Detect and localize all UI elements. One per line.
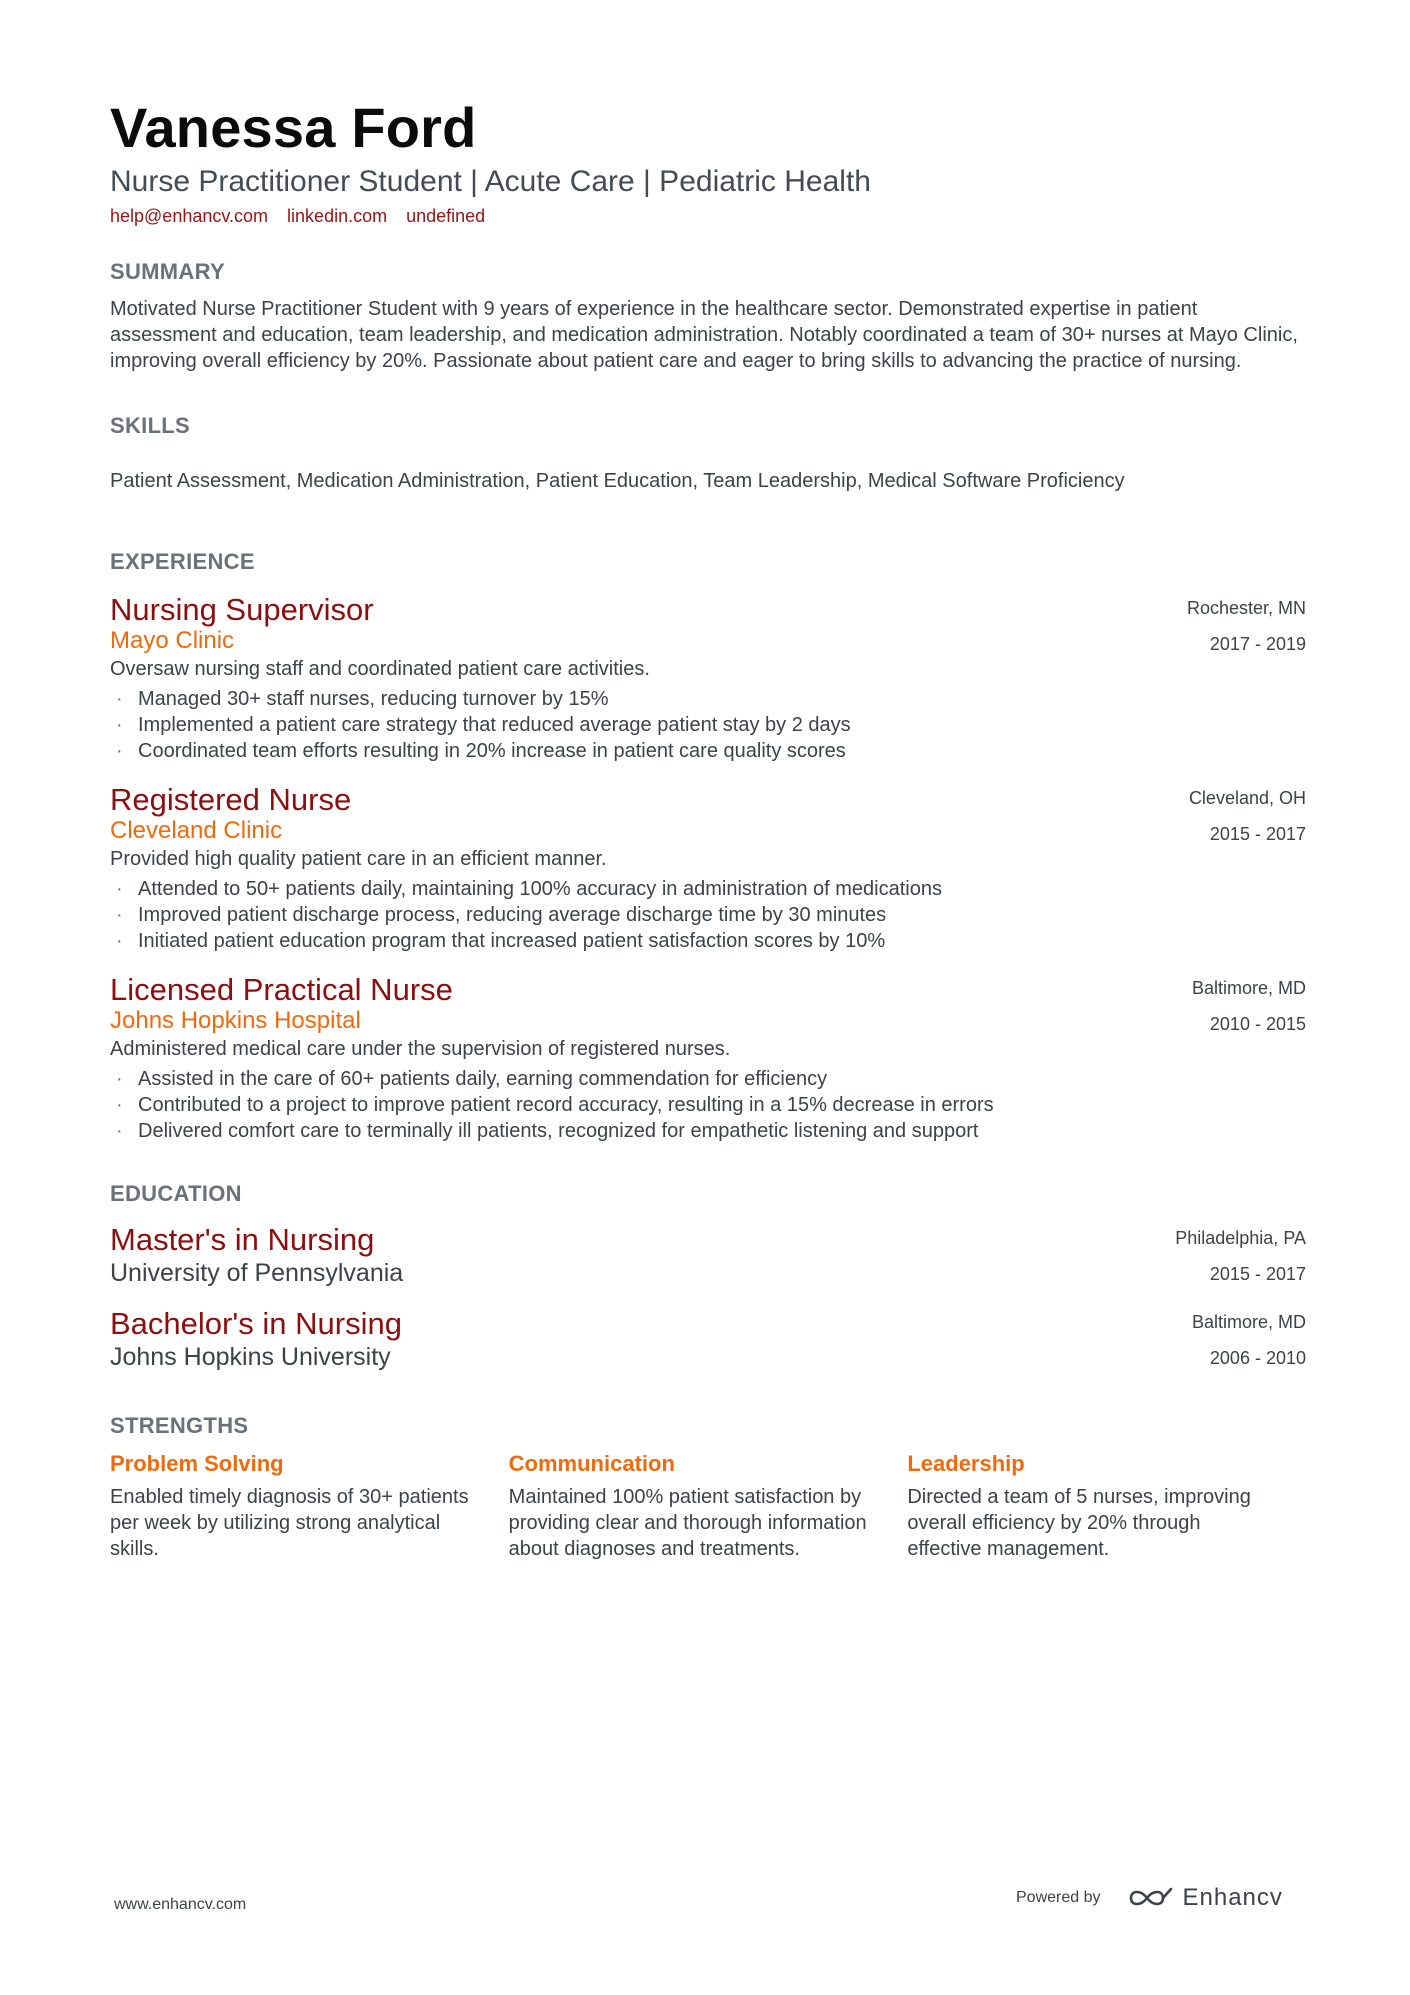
strength-card — [509, 1450, 882, 1562]
education-entry — [110, 1222, 1306, 1288]
list-item: · Improved patient discharge process, reducing average discharge time by 30 minutes — [116, 904, 887, 926]
footer-website[interactable]: www.enhancv.com — [114, 1896, 247, 1913]
job-description: Oversaw nursing staff and coordinated patient care activities. — [110, 658, 650, 680]
bullet-icon: · — [116, 1120, 123, 1142]
strengths-grid — [110, 1450, 1306, 1562]
school-name: University of Pennsylvania — [110, 1259, 404, 1287]
job-meta — [1192, 978, 1306, 1034]
list-item: · Initiated patient education program that increased patient satisfaction scores by 10% — [116, 930, 886, 952]
strength-text: Directed a team of 5 nurses, improving overall efficiency by 20% through effective management. — [907, 1486, 1251, 1560]
achievement-list — [110, 686, 1306, 764]
degree-title: Master's in Nursing — [110, 1222, 375, 1257]
job-location: Cleveland, OH — [1188, 788, 1306, 808]
brand-name: Enhancv — [1182, 1884, 1283, 1911]
achievement-list — [110, 1066, 1306, 1144]
strength-card — [907, 1450, 1280, 1562]
strength-title: Communication — [508, 1451, 675, 1476]
strength-title: Leadership — [907, 1451, 1025, 1476]
experience-heading: EXPERIENCE — [110, 549, 255, 574]
bullet-icon: · — [116, 878, 123, 900]
powered-by-label: Powered by — [1016, 1889, 1101, 1906]
strength-title: Problem Solving — [110, 1451, 284, 1476]
list-item: · Contributed to a project to improve patient record accuracy, resulting in a 15% decrease in errors — [116, 1094, 994, 1116]
list-item: · Assisted in the care of 60+ patients daily, earning commendation for efficiency — [116, 1068, 828, 1090]
bullet-icon: · — [116, 1094, 123, 1116]
job-description: Provided high quality patient care in an efficient manner. — [110, 848, 607, 870]
list-item: · Implemented a patient care strategy that reduced average patient stay by 2 days — [116, 714, 851, 736]
website-link[interactable]: undefined — [406, 206, 486, 226]
bullet-icon: · — [116, 740, 123, 762]
school-name: Johns Hopkins University — [110, 1343, 391, 1371]
enhancv-logo-icon — [1127, 1885, 1175, 1911]
job-title: Licensed Practical Nurse — [110, 972, 453, 1007]
job-dates: 2015 - 2017 — [1209, 824, 1306, 844]
contact-links — [110, 204, 1306, 228]
job-location: Rochester, MN — [1186, 598, 1306, 618]
bullet-icon: · — [116, 904, 123, 926]
job-location: Baltimore, MD — [1191, 978, 1306, 998]
company-name: Johns Hopkins Hospital — [110, 1007, 361, 1034]
job-title: Registered Nurse — [110, 782, 352, 817]
experience-entry — [110, 782, 1306, 954]
education-location: Baltimore, MD — [1191, 1312, 1306, 1332]
skills-heading: SKILLS — [110, 413, 191, 438]
candidate-name: Vanessa Ford — [110, 96, 477, 159]
summary-text: Motivated Nurse Practitioner Student with 9 years of experience in the healthcare sector. Demonstrated expertise in patient assessment and education, team leadership, and medication administration. Notably coordinated a team of 30+ nurses at Mayo Clinic, improving overall efficiency by 20%. Passionate about patient care and eager to bring skills to advancing the practice of nursing. — [110, 298, 1298, 372]
summary-heading: SUMMARY — [110, 259, 225, 284]
experience-entry — [110, 592, 1306, 764]
resume-page — [110, 96, 1306, 1562]
job-title: Nursing Supervisor — [110, 592, 374, 627]
skills-text: Patient Assessment, Medication Administration, Patient Education, Team Leadership, Medical Software Proficiency — [110, 470, 1125, 492]
list-item: · Coordinated team efforts resulting in 20% increase in patient care quality scores — [116, 740, 846, 762]
job-dates: 2017 - 2019 — [1209, 634, 1306, 654]
job-dates: 2010 - 2015 — [1209, 1014, 1306, 1034]
company-name: Mayo Clinic — [110, 627, 235, 654]
bullet-icon: · — [116, 714, 123, 736]
job-meta — [1189, 788, 1306, 844]
company-name: Cleveland Clinic — [110, 817, 283, 844]
education-meta — [1192, 1312, 1306, 1368]
education-meta — [1175, 1228, 1306, 1284]
education-entry — [110, 1306, 1306, 1372]
job-meta — [1187, 598, 1306, 654]
job-description: Administered medical care under the supervision of registered nurses. — [110, 1038, 731, 1060]
linkedin-link[interactable]: linkedin.com — [287, 206, 388, 226]
achievement-list — [110, 876, 1306, 954]
list-item: · Attended to 50+ patients daily, maintaining 100% accuracy in administration of medications — [116, 878, 942, 900]
strength-card — [110, 1450, 483, 1562]
email-link[interactable]: help@enhancv.com — [110, 206, 269, 226]
strength-text: Enabled timely diagnosis of 30+ patients per week by utilizing strong analytical skills. — [110, 1486, 469, 1560]
list-item: · Delivered comfort care to terminally ill patients, recognized for empathetic listening and support — [116, 1120, 979, 1142]
education-dates: 2006 - 2010 — [1209, 1348, 1306, 1368]
experience-entry — [110, 972, 1306, 1144]
education-location: Philadelphia, PA — [1175, 1228, 1306, 1248]
enhancv-logo[interactable] — [1127, 1884, 1283, 1912]
bullet-icon: · — [116, 1068, 123, 1090]
strength-text: Maintained 100% patient satisfaction by providing clear and thorough information about diagnoses and treatments. — [508, 1486, 867, 1560]
bullet-icon: · — [116, 688, 123, 710]
degree-title: Bachelor's in Nursing — [110, 1306, 402, 1341]
footer-branding — [1016, 1884, 1283, 1912]
education-dates: 2015 - 2017 — [1209, 1264, 1306, 1284]
bullet-icon: · — [116, 930, 123, 952]
list-item: · Managed 30+ staff nurses, reducing turnover by 15% — [116, 688, 609, 710]
candidate-headline: Nurse Practitioner Student | Acute Care | Pediatric Health — [110, 165, 871, 198]
strengths-heading: STRENGTHS — [110, 1413, 249, 1438]
education-heading: EDUCATION — [110, 1181, 242, 1206]
